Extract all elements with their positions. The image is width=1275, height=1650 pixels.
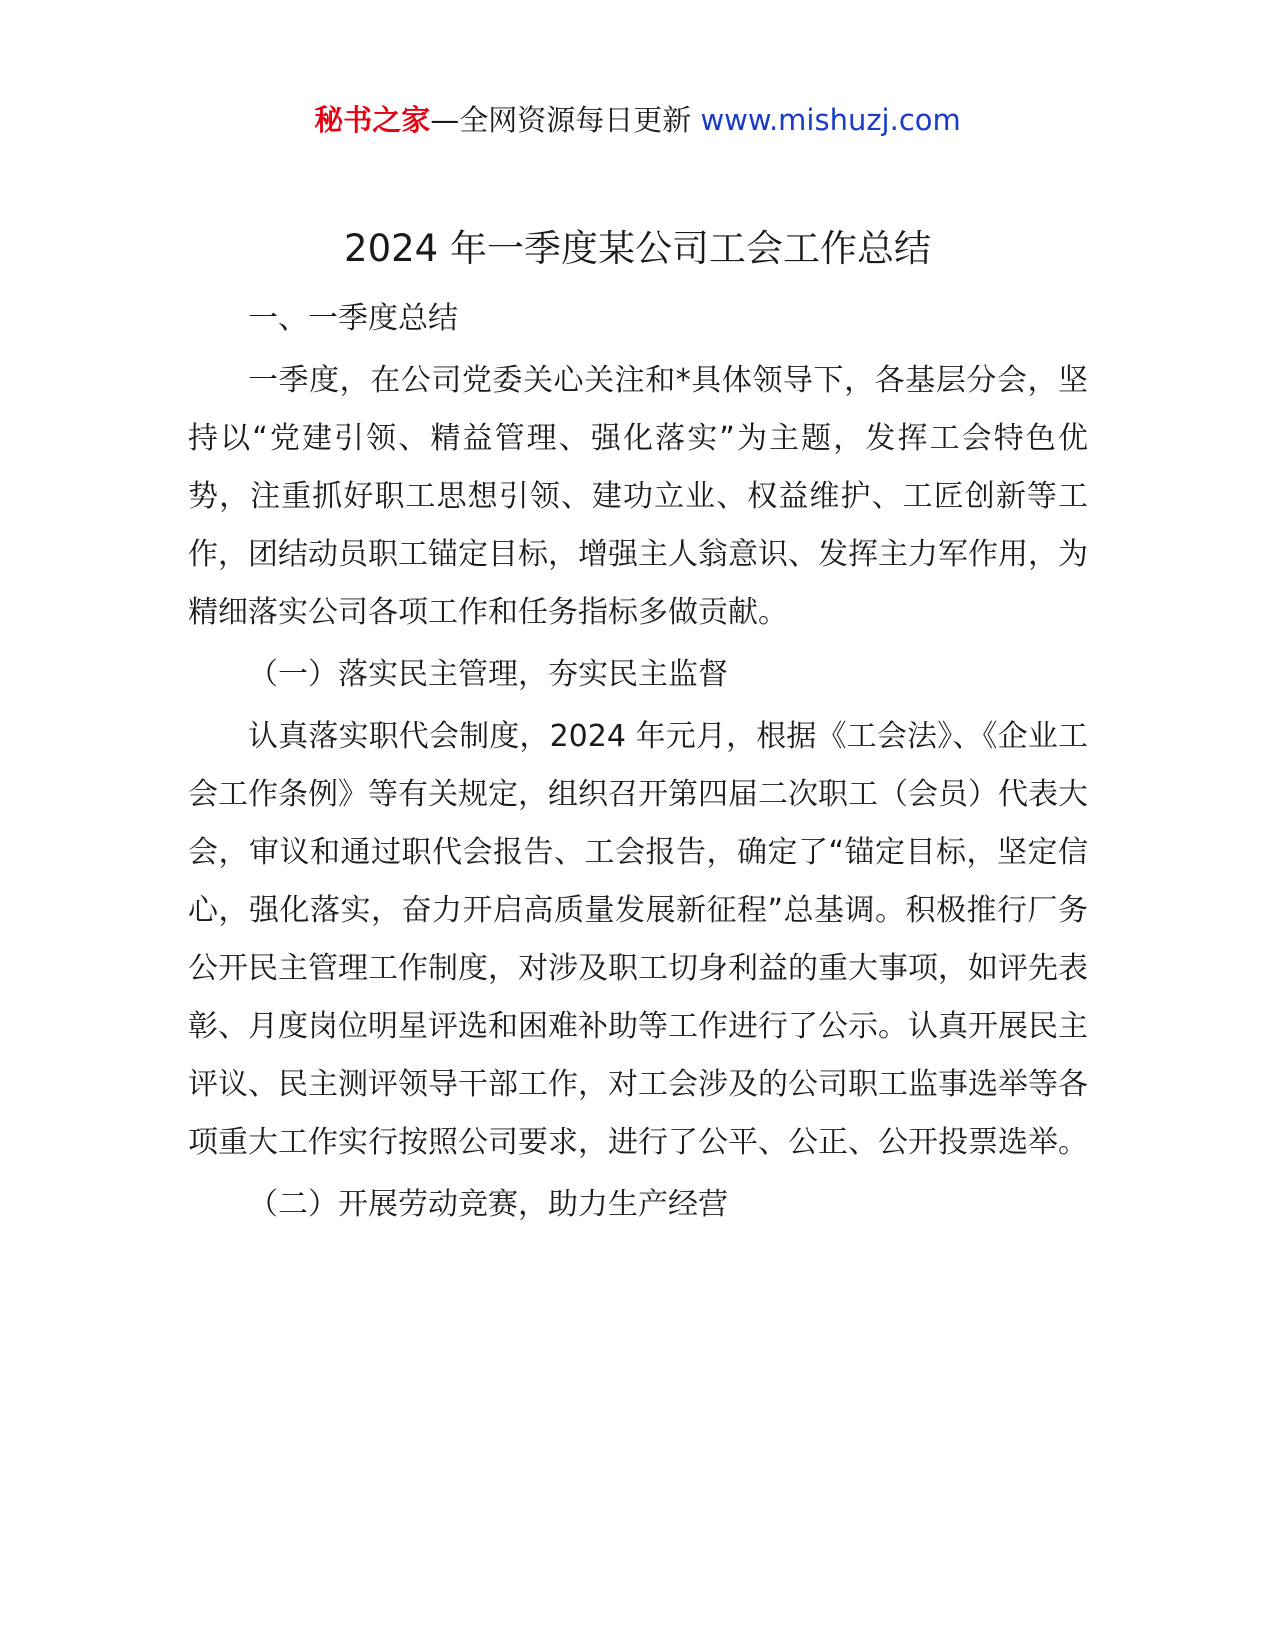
site-header [0,100,1275,140]
site-url-link[interactable]: www.mishuzj.com [700,103,961,137]
paragraph: 认真落实职代会制度，2024 年元月，根据《工会法》、《企业工会工作条例》等有关规定，组织召开第四届二次职工（会员）代表大会，审议和通过职代会报告、工会报告，确定了“锚定目标，坚定信心，强化落实，奋力开启高质量发展新征程”总基调。积极推行厂务公开民主管理工作制度，对涉及职工切身利益的重大事项，如评先表彰、月度岗位明星评选和困难补助等工作进行了公示。认真开展民主评议、民主测评领导干部工作，对工会涉及的公司职工监事选举等各项重大工作实行按照公司要求，进行了公平、公正、公开投票选举。 [188,719,1088,1160]
paragraph: 一季度，在公司党委关心关注和*具体领导下，各基层分会，坚持以“党建引领、精益管理、强化落实”为主题，发挥工会特色优势，注重抓好职工思想引领、建功立业、权益维护、工匠创新等工作，团结动员职工锚定目标，增强主人翁意识、发挥主力军作用，为精细落实公司各项工作和任务指标多做贡献。 [188,363,1088,630]
brand-name: 秘书之家 [314,103,431,137]
subsection-heading: （一）落实民主管理，夯实民主监督 [248,657,728,692]
section-heading: 一、一季度总结 [248,301,458,336]
document-title: 2024 年一季度某公司工会工作总结 [344,227,931,270]
document-body [188,290,1088,1238]
subsection-heading: （二）开展劳动竞赛，助力生产经营 [248,1187,728,1222]
header-tagline: —全网资源每日更新 [430,103,692,137]
